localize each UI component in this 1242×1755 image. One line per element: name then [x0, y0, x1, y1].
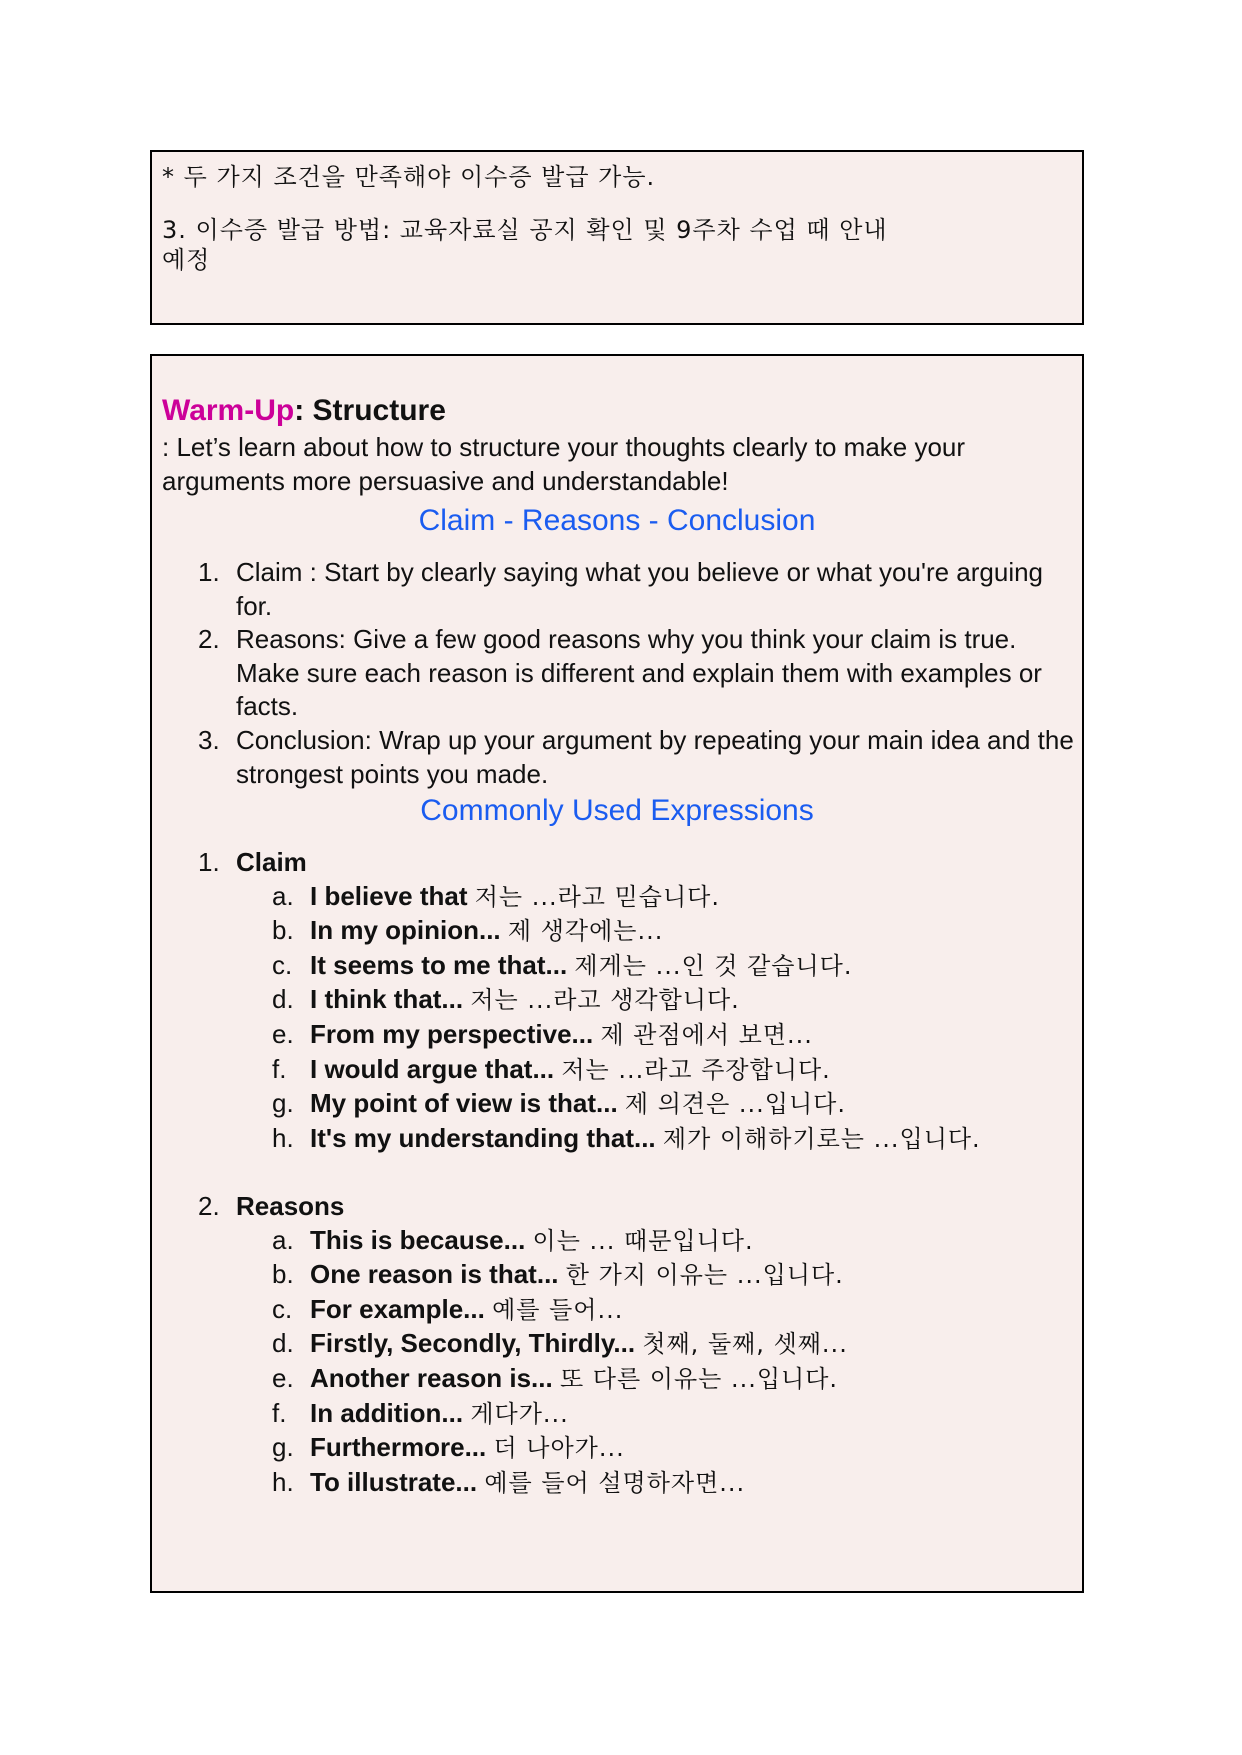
korean-translation: 한 가지 이유는 ...입니다.	[565, 1261, 844, 1290]
korean-translation: 제게는 ...인 것 같습니다.	[574, 951, 853, 980]
expression-item	[198, 949, 1078, 984]
item-text: Reasons: Give a few good reasons why you think your claim is true. Make sure each reason is different and explain them with examples or facts.	[236, 624, 1042, 722]
english-expression: This is because...	[310, 1224, 526, 1255]
expression-item	[198, 1018, 1078, 1053]
english-expression: In addition...	[310, 1397, 464, 1428]
english-expression: I would argue that...	[310, 1053, 555, 1084]
english-expression: For example...	[310, 1293, 485, 1324]
item-text	[310, 1466, 1078, 1501]
item-letter: c.	[272, 1293, 293, 1324]
korean-translation: 제가 이해하기로는 ...입니다.	[662, 1124, 981, 1153]
item-text	[310, 1258, 1078, 1293]
item-text	[310, 880, 1078, 915]
expression-item	[198, 1087, 1078, 1122]
group-label: Claim	[236, 847, 307, 877]
warm-up-label: Warm-Up	[162, 394, 295, 427]
item-letter: d.	[272, 984, 294, 1015]
structure-list	[198, 556, 1078, 791]
expression-item	[198, 1466, 1078, 1501]
korean-translation: 제 관점에서 보면...	[600, 1020, 813, 1049]
english-expression: I believe that	[310, 880, 468, 911]
certificate-method-line1: 3. 이수증 발급 방법: 교육자료실 공지 확인 및 9주차 수업 때 안내	[162, 216, 888, 244]
group-number: 1.	[198, 847, 220, 877]
korean-translation: 저는 ...라고 주장합니다.	[561, 1055, 831, 1084]
expression-item	[198, 1431, 1078, 1466]
korean-translation: 또 다른 이유는 ...입니다.	[559, 1364, 839, 1393]
english-expression: To illustrate...	[310, 1466, 478, 1497]
item-text: Claim : Start by clearly saying what you believe or what you're arguing for.	[236, 557, 1044, 621]
expression-item	[198, 914, 1078, 949]
korean-translation: 이는 ... 때문입니다.	[532, 1226, 754, 1255]
korean-translation: 예를 들어...	[492, 1295, 624, 1324]
expression-item	[198, 1327, 1078, 1362]
korean-translation: 저는 ...라고 생각합니다.	[470, 986, 740, 1015]
structure-item	[198, 556, 1078, 623]
expression-item	[198, 880, 1078, 915]
english-expression: Another reason is...	[310, 1362, 553, 1393]
expression-item	[198, 1397, 1078, 1432]
item-text	[310, 1053, 1078, 1088]
item-text	[310, 1431, 1078, 1466]
korean-translation: 더 나아가...	[493, 1434, 625, 1463]
item-letter: a.	[272, 1224, 294, 1255]
korean-translation: 제 생각에는...	[507, 917, 664, 946]
item-letter: d.	[272, 1328, 294, 1359]
structure-item	[198, 623, 1078, 724]
group-spacer	[198, 1156, 1078, 1190]
english-expression: I think that...	[310, 984, 464, 1015]
item-letter: b.	[272, 915, 294, 946]
item-letter: e.	[272, 1018, 294, 1049]
warm-up-title	[162, 392, 446, 430]
item-text	[310, 983, 1078, 1018]
expression-item	[198, 1053, 1078, 1088]
english-expression: It's my understanding that...	[310, 1122, 656, 1153]
english-expression: From my perspective...	[310, 1018, 594, 1049]
item-letter: h.	[272, 1122, 294, 1153]
expression-item	[198, 1224, 1078, 1259]
item-text: Conclusion: Wrap up your argument by repeating your main idea and the strongest points you made.	[236, 724, 1074, 789]
korean-translation: 게다가...	[470, 1399, 569, 1428]
item-letter: f.	[272, 1397, 287, 1428]
english-expression: Firstly, Secondly, Thirdly...	[310, 1328, 636, 1359]
item-letter: f.	[272, 1053, 287, 1084]
item-text	[310, 1122, 1078, 1157]
item-letter: h.	[272, 1466, 294, 1497]
warm-up-box	[150, 354, 1084, 1593]
item-letter: g.	[272, 1088, 294, 1119]
item-number: 3.	[198, 724, 220, 755]
structure-heading: Claim - Reasons - Conclusion	[418, 504, 816, 537]
expression-item	[198, 1362, 1078, 1397]
item-letter: c.	[272, 949, 293, 980]
item-text	[310, 1397, 1078, 1432]
item-text	[310, 1362, 1078, 1397]
expression-group-claim	[198, 846, 1078, 880]
certificate-info-box	[150, 150, 1084, 325]
item-text	[310, 949, 1078, 984]
item-letter: g.	[272, 1432, 294, 1463]
item-text	[310, 1018, 1078, 1053]
english-expression: Furthermore...	[310, 1432, 487, 1463]
korean-translation: 저는 ...라고 믿습니다.	[474, 882, 720, 911]
group-label: Reasons	[236, 1190, 345, 1221]
structure-item	[198, 724, 1078, 791]
group-number: 2.	[198, 1190, 220, 1221]
expression-item	[198, 1122, 1078, 1157]
item-text	[310, 914, 1078, 949]
item-letter: a.	[272, 880, 294, 911]
korean-translation: 제 의견은 ...입니다.	[624, 1090, 846, 1119]
item-number: 2.	[198, 624, 220, 655]
korean-translation: 예를 들어 설명하자면...	[484, 1468, 746, 1497]
expression-group-reasons	[198, 1190, 1078, 1224]
item-letter: e.	[272, 1362, 294, 1393]
item-text	[310, 1224, 1078, 1259]
expressions-heading: Commonly Used Expressions	[420, 794, 814, 827]
english-expression: One reason is that...	[310, 1259, 559, 1290]
expression-item	[198, 983, 1078, 1018]
conditions-note: * 두 가지 조건을 만족해야 이수증 발급 가능.	[162, 163, 656, 191]
korean-translation: 첫째, 둘째, 셋째...	[642, 1330, 848, 1359]
english-expression: My point of view is that...	[310, 1088, 618, 1119]
item-number: 1.	[198, 557, 220, 587]
expression-item	[198, 1258, 1078, 1293]
english-expression: In my opinion...	[310, 915, 501, 946]
structure-label: : Structure	[294, 394, 446, 427]
item-text	[310, 1327, 1078, 1362]
intro-text: : Let’s learn about how to structure your thoughts clearly to make your arguments more persuasive and understandable!	[162, 432, 966, 496]
expression-item	[198, 1293, 1078, 1328]
item-text	[310, 1087, 1078, 1122]
english-expression: It seems to me that...	[310, 949, 568, 980]
expressions-list	[198, 846, 1078, 1500]
item-text	[310, 1293, 1078, 1328]
item-letter: b.	[272, 1259, 294, 1290]
certificate-method-line2: 예정	[162, 246, 211, 274]
